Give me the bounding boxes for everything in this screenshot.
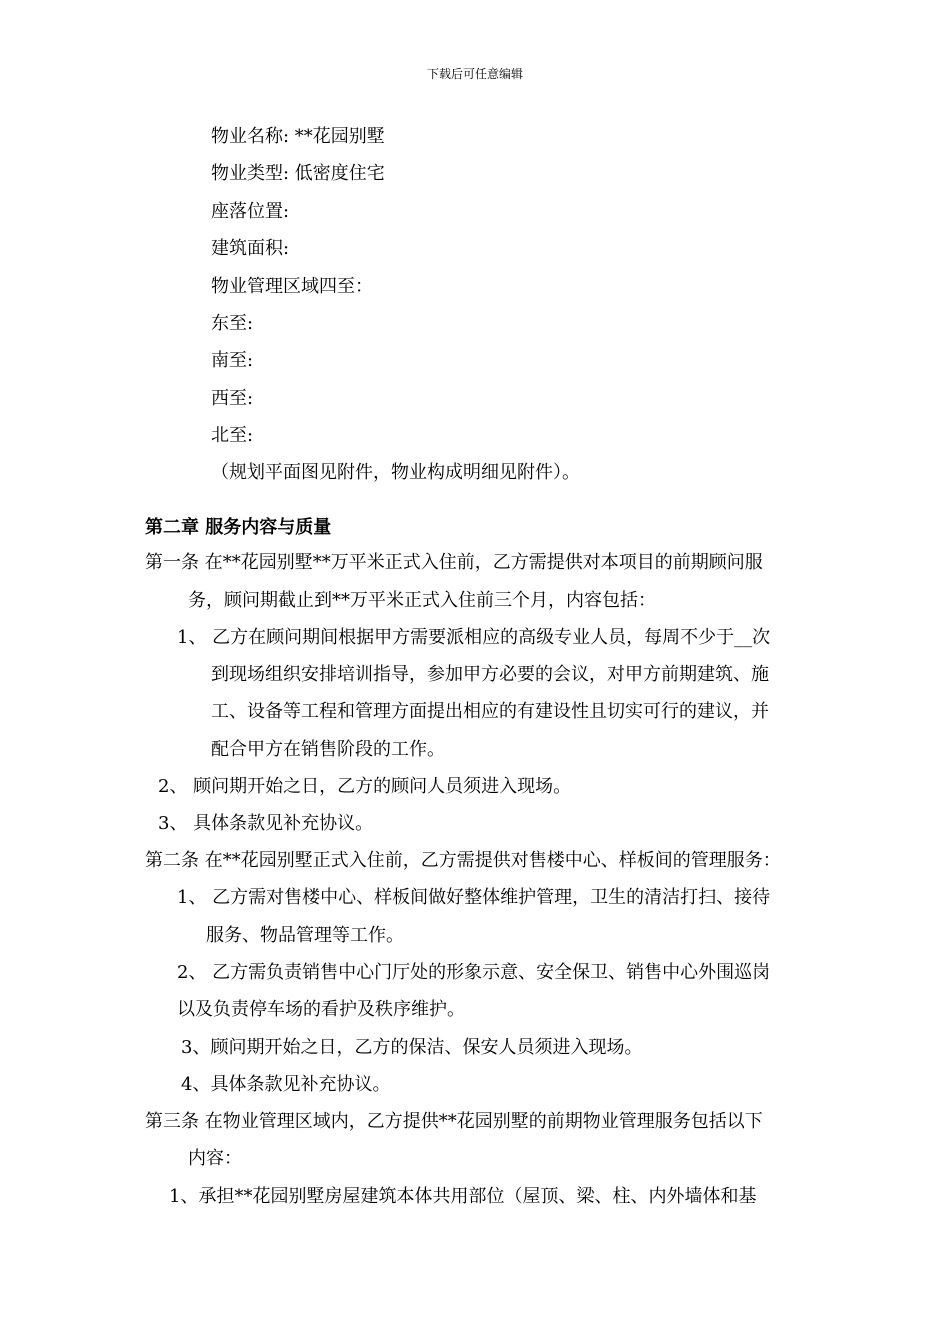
article2-item1-line2: 服务、物品管理等工作。	[206, 925, 404, 946]
boundary-north: 北至:	[211, 425, 254, 446]
article3-line2: 内容：	[188, 1148, 242, 1169]
property-note: （规划平面图见附件，物业构成明细见附件）。	[211, 462, 580, 483]
article2-item4: 4、具体条款见补充协议。	[181, 1074, 391, 1095]
property-type: 物业类型: 低密度住宅	[211, 163, 385, 184]
article3-item1-line1: 1、承担**花园别墅房屋建筑本体共用部位（屋顶、梁、柱、内外墙体和基	[169, 1186, 757, 1207]
article2-item3: 3、顾问期开始之日，乙方的保洁、保安人员须进入现场。	[181, 1037, 643, 1058]
boundary-south: 南至:	[211, 350, 254, 371]
article1-item3: 3、 具体条款见补充协议。	[158, 813, 374, 834]
property-location: 座落位置:	[211, 201, 290, 222]
article1-item1-line1: 1、 乙方在顾问期间根据甲方需要派相应的高级专业人员，每周不少于__次	[177, 627, 771, 648]
article2-item2-line2: 以及负责停车场的看护及秩序维护。	[177, 999, 465, 1020]
article1-line2: 务，顾问期截止到**万平米正式入住前三个月，内容包括：	[188, 590, 656, 611]
article1-line1: 第一条 在**花园别墅**万平米正式入住前，乙方需提供对本项目的前期顾问服	[145, 552, 763, 573]
page-header: 下载后可任意编辑	[426, 67, 523, 81]
boundary-title: 物业管理区域四至：	[211, 276, 373, 297]
boundary-east: 东至:	[211, 313, 254, 334]
article3-line1: 第三条 在物业管理区域内，乙方提供**花园别墅的前期物业管理服务包括以下	[145, 1111, 763, 1132]
chapter-title: 第二章 服务内容与质量	[145, 517, 332, 538]
article1-item1-line3: 工、设备等工程和管理方面提出相应的有建设性且切实可行的建议，并	[211, 701, 769, 722]
article2-line1: 第二条 在**花园别墅正式入住前，乙方需提供对售楼中心、样板间的管理服务：	[145, 850, 781, 871]
article2-item2-line1: 2、 乙方需负责销售中心门厅处的形象示意、安全保卫、销售中心外围巡岗	[177, 962, 771, 983]
boundary-west: 西至:	[211, 388, 254, 409]
property-name: 物业名称: **花园别墅	[211, 126, 385, 147]
article1-item1-line2: 到现场组织安排培训指导，参加甲方必要的会议，对甲方前期建筑、施	[211, 664, 769, 685]
property-area: 建筑面积:	[211, 238, 290, 259]
article1-item1-line4: 配合甲方在销售阶段的工作。	[211, 739, 445, 760]
article1-item2: 2、 顾问期开始之日，乙方的顾问人员须进入现场。	[158, 776, 572, 797]
article2-item1-line1: 1、 乙方需对售楼中心、样板间做好整体维护管理，卫生的清洁打扫、接待	[177, 887, 771, 908]
